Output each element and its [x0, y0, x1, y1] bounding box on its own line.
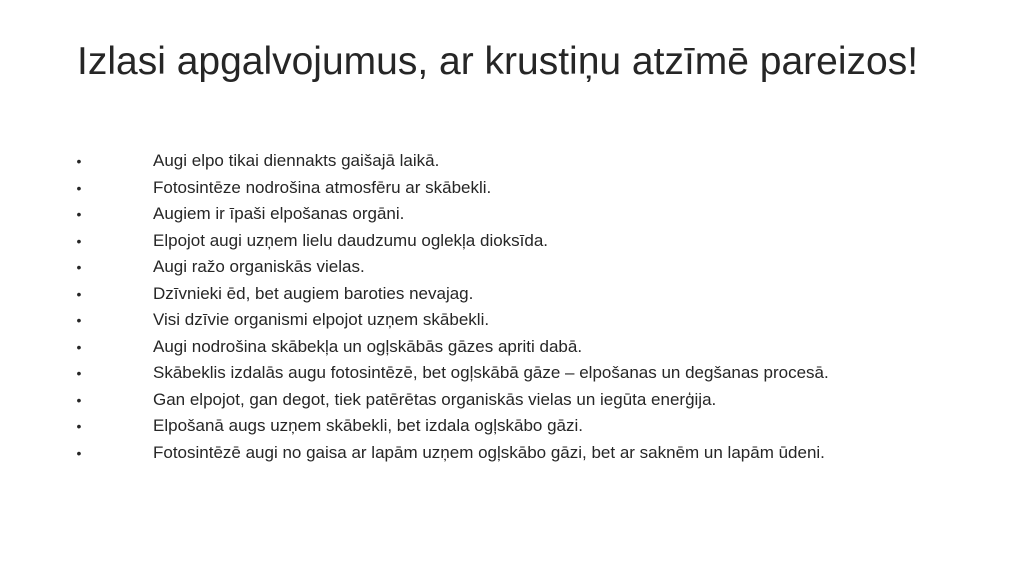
statement-text: Fotosintēze nodrošina atmosfēru ar skābekli. — [153, 177, 492, 197]
statement-text: Elpojot augi uzņem lielu daudzumu oglekļa dioksīda. — [153, 230, 549, 250]
list-item — [0, 307, 1024, 334]
list-item — [0, 413, 1024, 440]
bullet-icon: • — [76, 179, 82, 196]
bullet-icon: • — [76, 365, 82, 381]
statement-text: Skābeklis izdalās augu fotosintēzē, bet ogļskābā gāze – elpošanas un degšanas procesā. — [153, 363, 829, 382]
list-item — [0, 228, 1024, 255]
bullet-icon: • — [76, 153, 82, 169]
bullet-icon: • — [76, 232, 82, 249]
bullet-icon: • — [76, 285, 82, 302]
statement-text: Augiem ir īpaši elpošanas orgāni. — [153, 204, 405, 223]
statement-text: Gan elpojot, gan degot, tiek patērētas organiskās vielas un iegūta enerģija. — [153, 389, 717, 409]
bullet-icon: • — [76, 338, 82, 355]
statement-text: Augi nodrošina skābekļa un ogļskābās gāzes apriti dabā. — [153, 336, 583, 356]
slide-title: Izlasi apgalvojumus, ar krustiņu atzīmē pareizos! — [77, 40, 919, 83]
bullet-icon: • — [76, 259, 82, 275]
statement-text: Dzīvnieki ēd, bet augiem baroties nevajag. — [153, 283, 474, 303]
statement-list — [0, 148, 1024, 466]
statement-text: Elpošanā augs uzņem skābekli, bet izdala ogļskābo gāzi. — [153, 416, 583, 435]
list-item — [0, 148, 1024, 175]
list-item — [0, 387, 1024, 414]
bullet-icon: • — [76, 312, 82, 328]
list-item — [0, 175, 1024, 202]
list-item — [0, 201, 1024, 228]
statement-text: Visi dzīvie organismi elpojot uzņem skābekli. — [153, 310, 490, 329]
statement-text: Fotosintēzē augi no gaisa ar lapām uzņem ogļskābo gāzi, bet ar saknēm un lapām ūdeni. — [153, 442, 825, 462]
bullet-icon: • — [76, 444, 82, 461]
list-item — [0, 254, 1024, 281]
bullet-icon: • — [76, 206, 82, 222]
statement-text: Augi ražo organiskās vielas. — [153, 257, 365, 276]
statement-text: Augi elpo tikai diennakts gaišajā laikā. — [153, 151, 440, 170]
list-item — [0, 334, 1024, 361]
list-item — [0, 360, 1024, 387]
list-item — [0, 440, 1024, 467]
list-item — [0, 281, 1024, 308]
bullet-icon: • — [76, 418, 82, 434]
bullet-icon: • — [76, 391, 82, 408]
